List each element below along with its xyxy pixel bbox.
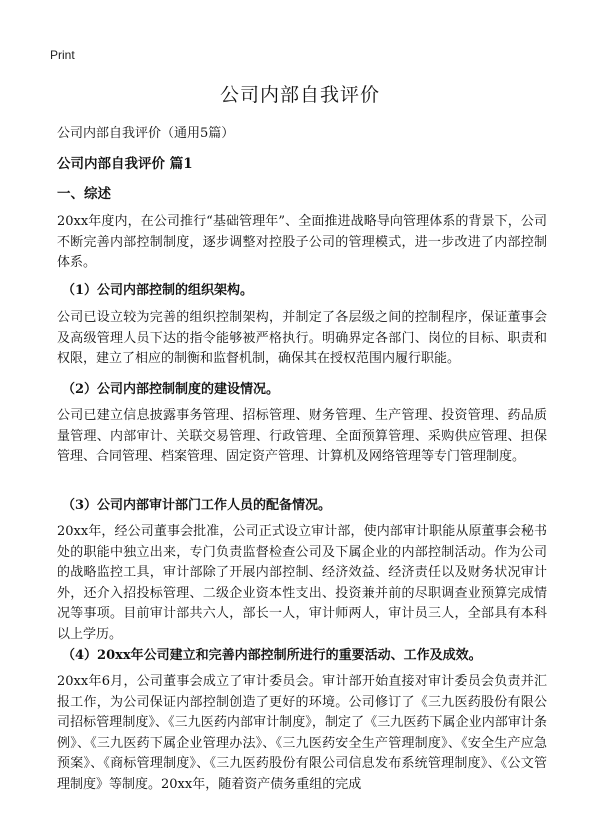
section-4-heading: （4）20xx年公司建立和完善内部控制所进行的重要活动、工作及成效。 [62, 648, 482, 663]
intro-paragraph: 20xx年度内，在公司推行“基础管理年”、全面推进战略导向管理体系的背景下，公司不断完善内部控制制度，逐步调整对控股子公司的管理模式，进一步改进了内部控制体系。 [57, 214, 547, 270]
section-2-heading: （2）公司内部控制制度的建设情况。 [62, 382, 280, 397]
section-1-body: 公司已设立较为完善的组织控制架构，并制定了各层级之间的控制程序，保证董事会及高级管理人员下达的指令能够被严格执行。明确界定各部门、岗位的目标、职责和权限，建立了相应的制衡和监督机制，确保其在授权范围内履行职能。 [57, 310, 547, 366]
section-overview-heading: 一、综述 [57, 186, 111, 202]
section-2-body: 公司已建立信息披露事务管理、招标管理、财务管理、生产管理、投资管理、药品质量管理、内部审计、关联交易管理、行政管理、全面预算管理、采购供应管理、担保管理、合同管理、档案管理、固定资产管理、计算机及网络管理等专门管理制度。 [57, 408, 547, 464]
section-3-heading: （3）公司内部审计部门工作人员的配备情况。 [62, 498, 332, 513]
section-4-body: 20xx年6月，公司董事会成立了审计委员会。审计部开始直接对审计委员会负责并汇报工作，为公司保证内部控制创造了更好的环境。公司修订了《三九医药股份有限公司招标管理制度》、《三九医药内部审计制度》，制定了《三九医药下属企业内部审计条例》、《三九医药下属企业管理办法》、《三九医药安全生产管理制度》、《安全生产应急预案》、《商标管理制度》、《三九医药股份有限公司信息发布系统管理制度》、《公文管理制度》等制度。20xx年，随着资产债务重组的完成 [57, 674, 547, 792]
print-label: Print [50, 48, 75, 62]
section-1-heading: （1）公司内部控制的组织架构。 [62, 283, 254, 298]
section-3-body: 20xx年，经公司董事会批准，公司正式设立审计部，使内部审计职能从原董事会秘书处的职能中独立出来，专门负责监督检查公司及下属企业的内部控制活动。作为公司的战略监控工具，审计部除了开展内部控制、经济效益、经济责任以及财务状况审计外，还介入招投标管理、二级企业资本性支出、投资兼并前的尽职调查业预算完成情况等事项。目前审计部共六人，部长一人，审计师两人，审计员三人，全部具有本科以上学历。 [57, 524, 547, 642]
document-subtitle: 公司内部自我评价（通用5篇） [57, 126, 235, 141]
page-title: 公司内部自我评价 [219, 84, 380, 106]
article-heading: 公司内部自我评价 篇1 [57, 156, 193, 172]
